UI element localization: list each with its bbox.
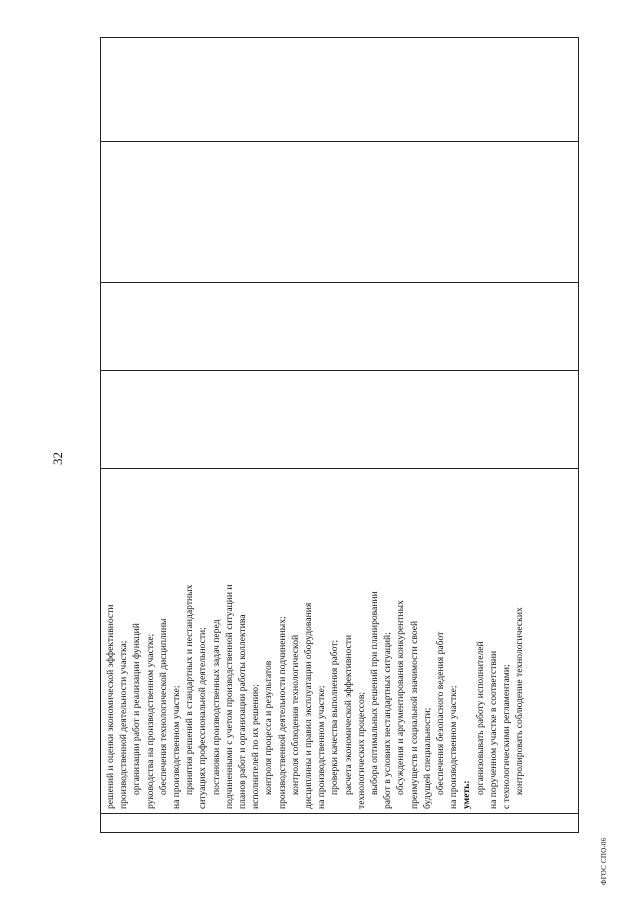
text-line: подчиненными с учетом производственной ситуации и (223, 584, 235, 809)
index-cell (101, 814, 579, 833)
text-line: выбора оптимальных решений при планировании (369, 591, 381, 795)
requirements-cell (101, 469, 579, 814)
footer-label: ФГОС СПО-06 (600, 837, 608, 885)
text-line: контроля процесса и результатов (263, 660, 275, 795)
table-row (101, 38, 579, 833)
text-line: расчета экономической эффективности (342, 634, 354, 795)
text-line: обеспечения технологической дисциплины (157, 618, 169, 795)
text-line: обсуждения и аргументирования конкурентных (395, 600, 407, 795)
competence-cell (101, 38, 579, 142)
text-line: организации работ и реализации функций (131, 623, 143, 795)
text-line: производственной деятельности подчиненных; (276, 616, 288, 809)
text-line: производственной деятельности участка; (118, 640, 130, 809)
text-line: планов работ и организации работы коллектива (237, 614, 249, 809)
text-line: постановки производственных задач перед (210, 619, 222, 795)
text-line: организовывать работу исполнителей (474, 641, 486, 795)
text-line: исполнителей по их решению; (250, 684, 262, 809)
text-line: преимуществ и социальной значимости своей (408, 620, 420, 809)
text-line: решений и оценки экономической эффективности (105, 604, 116, 809)
text-line: руководства на производственном участке; (144, 633, 156, 809)
standard-table (100, 37, 579, 833)
module-cell (101, 142, 579, 283)
text-line: принятия решений в стандартных и нестандартных (184, 584, 196, 795)
text-line: уметь: (461, 780, 473, 809)
text-line: технологических процессов; (355, 691, 367, 809)
text-line: работ в условиях нестандартных ситуаций; (382, 632, 394, 809)
text-line: на производственном участке; (448, 685, 460, 809)
text-line: контроля соблюдения технологической (289, 634, 301, 795)
discipline-cell (101, 371, 579, 469)
text-line: ситуациях профессиональной деятельности; (197, 627, 209, 809)
text-line: на производственном участке; (316, 685, 328, 809)
text-line: обеспечения безопасного ведения работ (435, 631, 447, 795)
text-line: дисциплины и правил эксплуатации оборудования (303, 602, 315, 809)
text-line: на порученном участке в соответствии (487, 650, 499, 809)
hours-cell (101, 283, 579, 371)
text-line: проверки качества выполнения работ; (329, 639, 341, 795)
text-line: с технологическими регламентами; (501, 664, 513, 809)
requirements-text (104, 473, 527, 809)
page-number: 32 (50, 452, 65, 465)
text-line: контролировать соблюдение технологических (514, 607, 526, 795)
text-line: будущей специальности; (421, 707, 433, 809)
text-line: на производственном участке; (171, 685, 183, 809)
